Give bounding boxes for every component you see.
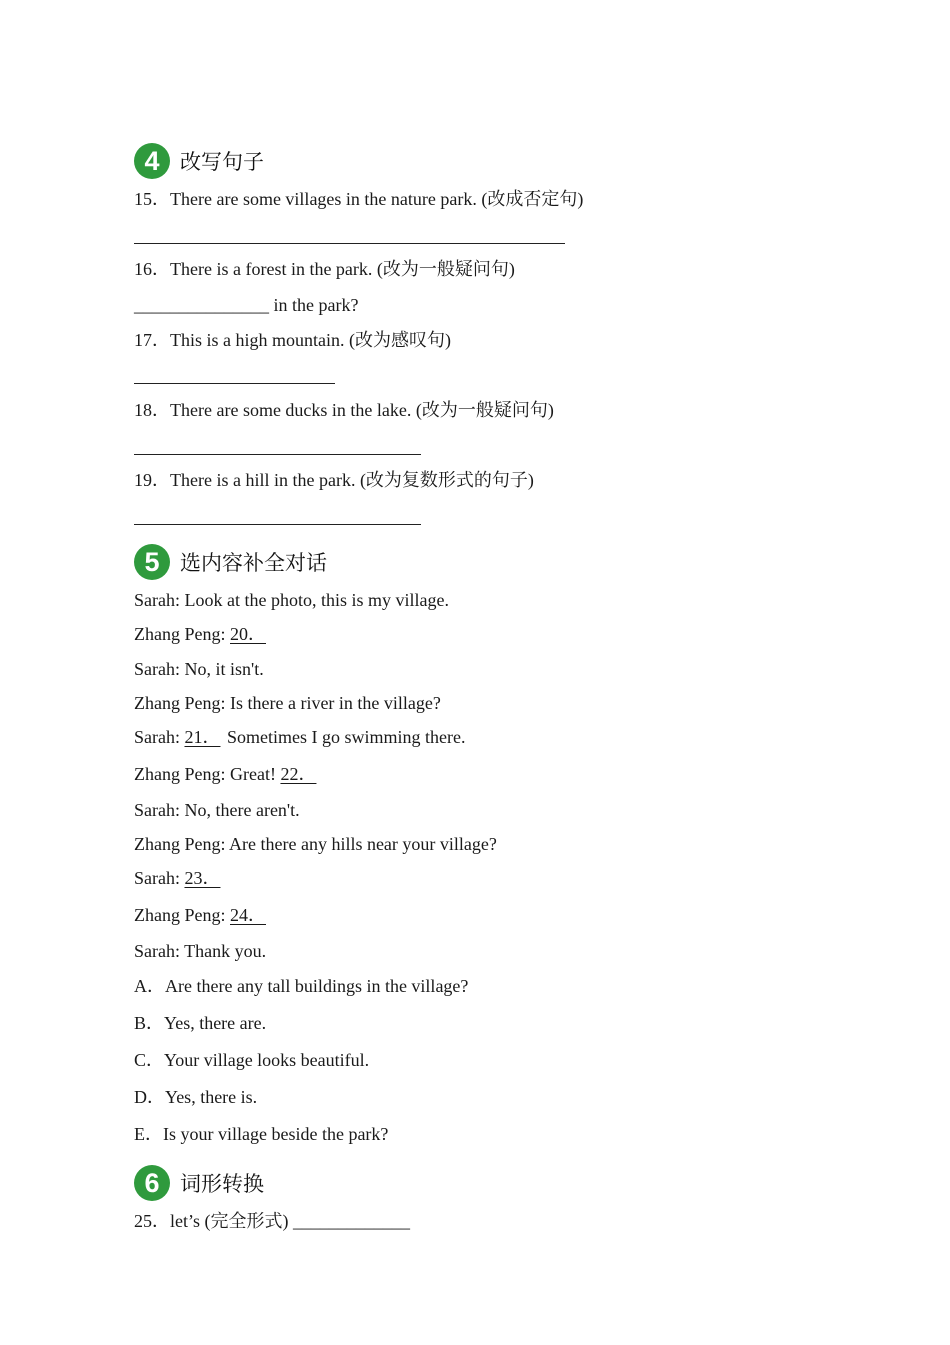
question-18: 18．There are some ducks in the lake. (改为一般疑问句) (134, 400, 554, 420)
option-c: C．Your village looks beautiful. (134, 1050, 370, 1070)
section-title: 改写句子 (180, 150, 264, 174)
answer-line-16[interactable]: _______________ in the park? (134, 295, 359, 315)
dialogue-line: Sarah: No, there aren't. (134, 800, 300, 820)
dialogue-speaker: Zhang Peng: (134, 905, 230, 925)
question-15: 15．There are some villages in the nature park. (改成否定句) (134, 189, 584, 209)
dialogue-line (134, 726, 465, 748)
dialogue-line: Sarah: No, it isn't. (134, 659, 264, 679)
option-d: D．Yes, there is. (134, 1087, 258, 1107)
dialogue-speaker: Sarah: (134, 868, 185, 888)
section-5-header (134, 543, 327, 581)
dialogue-speaker: Zhang Peng: Great! (134, 764, 281, 784)
blank-21[interactable]: 21． (184, 727, 221, 747)
dialogue-line (134, 867, 222, 889)
blank-20[interactable]: 20． (230, 624, 266, 644)
blank-24[interactable]: 24． (230, 905, 266, 925)
dialogue-line: Zhang Peng: Is there a river in the village? (134, 693, 441, 713)
dialogue-text: Sometimes I go swimming there. (222, 727, 466, 747)
option-b: B．Yes, there are. (134, 1013, 267, 1033)
option-e: E．Is your village beside the park? (134, 1124, 389, 1144)
dialogue-line (134, 623, 268, 645)
blank-22[interactable]: 22． (280, 764, 317, 784)
section-4-header (134, 142, 264, 180)
section-title: 词形转换 (180, 1172, 264, 1196)
dialogue-line (134, 763, 318, 785)
section-number-badge: 4 (134, 143, 170, 179)
dialogue-speaker: Zhang Peng: (134, 624, 230, 644)
section-6-header (134, 1164, 264, 1202)
dialogue-line (134, 904, 268, 926)
dialogue-line: Sarah: Thank you. (134, 941, 267, 961)
option-a: A．Are there any tall buildings in the village? (134, 976, 469, 996)
section-number-badge: 6 (134, 1165, 170, 1201)
question-19: 19．There is a hill in the park. (改为复数形式的句子) (134, 470, 534, 490)
answer-line-15[interactable] (134, 243, 565, 244)
answer-line-17[interactable] (134, 383, 335, 384)
dialogue-speaker: Sarah: (134, 727, 185, 747)
question-25[interactable]: 25．let’s (完全形式) _____________ (134, 1211, 410, 1231)
dialogue-line: Zhang Peng: Are there any hills near your village? (134, 834, 497, 854)
question-16: 16．There is a forest in the park. (改为一般疑问句) (134, 259, 515, 279)
answer-line-19[interactable] (134, 524, 421, 525)
question-17: 17．This is a high mountain. (改为感叹句) (134, 330, 451, 350)
answer-line-18[interactable] (134, 454, 421, 455)
section-title: 选内容补全对话 (180, 551, 327, 575)
blank-23[interactable]: 23． (184, 868, 221, 888)
section-number-badge: 5 (134, 544, 170, 580)
dialogue-line: Sarah: Look at the photo, this is my village. (134, 590, 449, 610)
